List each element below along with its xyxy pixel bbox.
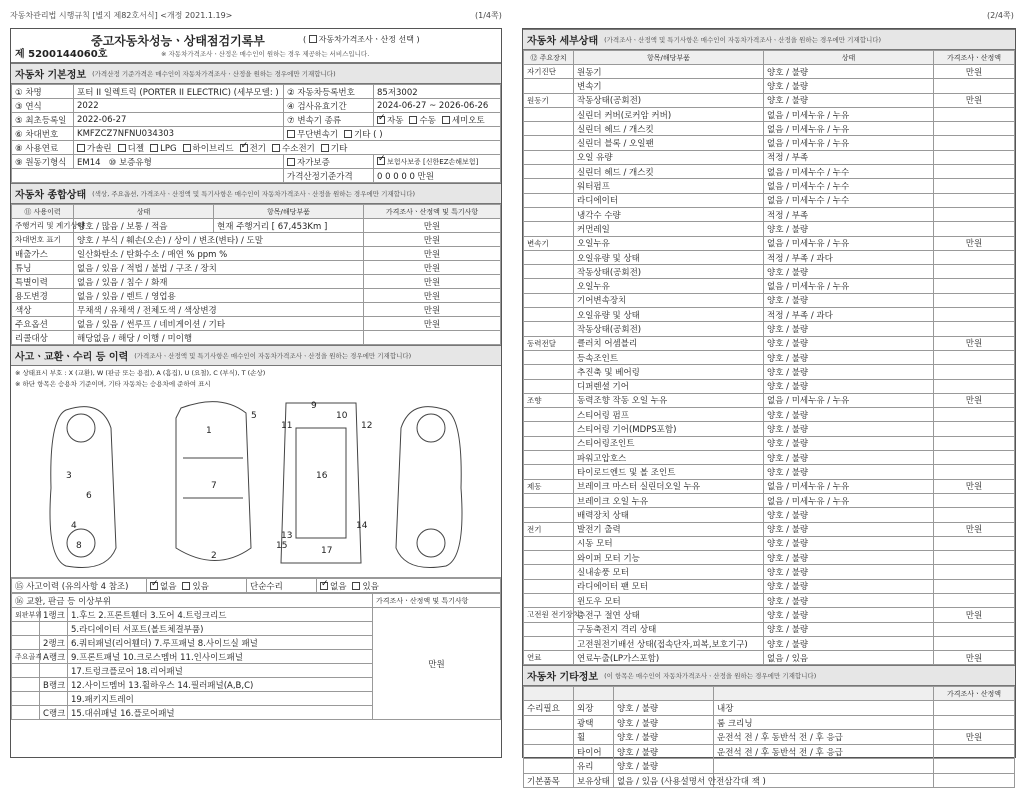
part-number-label: 15 [276, 541, 288, 551]
basic-info-header: 자동차 기본정보 (가격산정 기준가격은 매수인이 자동차가격조사ㆍ산정을 원하는 경우에만 기재합니다) [11, 63, 501, 84]
detail-row: 시동 모터 양호 / 불량 [524, 536, 1015, 550]
detail-row: 동력전달 클러치 어셈블리 양호 / 불량 만원 [524, 336, 1015, 350]
detail-row: 디퍼렌셜 기어 양호 / 불량 [524, 379, 1015, 393]
other-row: 기본품목 보유상태 없음 / 있음 (사용설명서 안전삼각대 잭 ) [524, 773, 1015, 788]
detail-row: 타이로드엔드 및 볼 조인트 양호 / 불량 [524, 465, 1015, 479]
detail-row: 오일누유 없음 / 미세누유 / 누유 [524, 279, 1015, 293]
detail-row: 추진축 및 베어링 양호 / 불량 [524, 365, 1015, 379]
detail-row: 작동상태(공회전) 양호 / 불량 [524, 265, 1015, 279]
detail-row: 실린더 커버(로커암 커버) 없음 / 미세누유 / 누유 [524, 107, 1015, 121]
exchange-table: ⑯ 교환, 판금 등 이상부위 가격조사ㆍ산정액 및 특기사항 외판부위 1랭크 1.후드 2.프론트휀더 3.도어 4.트렁크리드 만원 5.라디에이터 서포트(볼트체결부품) 2랭크 6.쿼터패널(리어휀더) 7.루프패널 8.사이드실 패널 주요골격 A랭크 9.프론트패널 10.크로스멤버 11.인사이드패널 17.트렁크플로어 18.리어패널 B랭크 12.사이드멤버 13.휠하우스 14.필러패널(A,B,C) 19.패키지트레이 C랭크 15.대쉬패널 16.플로어패널 [11, 593, 501, 720]
detail-row: 라디에이터 팬 모터 양호 / 불량 [524, 579, 1015, 593]
detail-row: 실린더 헤드 / 개스킷 없음 / 미세누수 / 누수 [524, 165, 1015, 179]
form-title-block [11, 29, 501, 63]
detail-row: 구동축전지 격리 상태 양호 / 불량 [524, 622, 1015, 636]
inspection-page-1 [10, 28, 502, 758]
status-legend: ※ 상태표시 부호 : X (교환), W (판금 또는 용접), A (흠집), U (요철), C (부식), T (손상) [15, 369, 266, 377]
part-number-label: 12 [361, 421, 373, 431]
detail-row: 스티어링 펌프 양호 / 불량 [524, 408, 1015, 422]
detail-row: 전기 발전기 출력 양호 / 불량 만원 [524, 522, 1015, 536]
detail-row: 오일유량 및 상태 적정 / 부족 / 과다 [524, 308, 1015, 322]
detail-row: 라디에이터 없음 / 미세누수 / 누수 [524, 193, 1015, 207]
detail-row: 실린더 헤드 / 개스킷 없음 / 미세누유 / 누유 [524, 122, 1015, 136]
detail-row: 와이퍼 모터 기능 양호 / 불량 [524, 551, 1015, 565]
part-number-label: 7 [211, 481, 217, 491]
part-number-label: 9 [311, 401, 317, 411]
part-number-label: 1 [206, 426, 212, 436]
detail-row: 커먼레일 양호 / 불량 [524, 222, 1015, 236]
detail-row: 스티어링조인트 양호 / 불량 [524, 436, 1015, 450]
part-number-label: 13 [281, 531, 293, 541]
detail-row: 등속조인트 양호 / 불량 [524, 350, 1015, 364]
detail-row: 조향 동력조향 작동 오일 누유 없음 / 미세누유 / 누유 만원 [524, 393, 1015, 407]
detail-row: 배력장치 상태 양호 / 불량 [524, 508, 1015, 522]
detail-row: 윈도우 모터 양호 / 불량 [524, 593, 1015, 607]
detail-row: 기어변속장치 양호 / 불량 [524, 293, 1015, 307]
left-form-reference: 자동차관리법 시행규칙 [별지 제82호서식] <개정 2021.1.19> [10, 11, 233, 20]
overall-status-table: ⑪ 사용이력 상태 항목/해당부품 가격조사ㆍ산정액 및 특기사항 주행거리 및 계기상태 양호 / 많음 / 보통 / 적음 현재 주행거리 [ 67,453Km ] 만원 차대번호 표기 양호 / 부식 / 훼손(오손) / 상이 / 변조(변타) / 도말 만원 배출가스 일산화탄소 / 탄화수소 / 매연 % ppm % 만원 튜닝 없음 / 있음 / 적법 / 불법 / 구조 / 장치 만원 특별이력 없음 / 있음 / 침수 / 화재 만원 용도변경 없음 / 있음 / 렌트 / 영업용 만원 색상 무채색 / 유채색 / 전체도색 / 색상변경 만원 주요옵션 없음 / 있음 / 썬루프 / 네비게이션 / 기타 만원 리콜대상 해당없음 / 해당 / 이행 / 미이행 [11, 204, 501, 345]
part-number-label: 17 [321, 546, 333, 556]
detail-row: 변속기 양호 / 불량 [524, 79, 1015, 93]
detail-row: 작동상태(공회전) 양호 / 불량 [524, 322, 1015, 336]
part-number-label: 4 [71, 521, 77, 531]
detail-row: 고전원 전기장치 충전구 절연 상태 양호 / 불량 만원 [524, 608, 1015, 622]
detail-row: 스티어링 기어(MDPS포함) 양호 / 불량 [524, 422, 1015, 436]
detail-row: 제동 브레이크 마스터 실린더오일 누유 없음 / 미세누유 / 누유 만원 [524, 479, 1015, 493]
detail-row: 자기진단 원동기 양호 / 불량 만원 [524, 65, 1015, 79]
detail-row: 고전원전기배선 상태(접속단자,피복,보호기구) 양호 / 불량 [524, 636, 1015, 650]
part-number-label: 14 [356, 521, 368, 531]
accident-history-table: ⑮ 사고이력 (유의사항 4 참조) ✓ 없음 있음 단순수리 ✓ 없음 있음 [11, 578, 501, 593]
basic-info-table: ① 차명 포터 II 일렉트릭 (PORTER II ELECTRIC) (세부모델: ) ② 자동차등록번호 85저3002 ③ 연식 2022 ④ 검사유효기간 2024-06-27 ~ 2026-06-26 ⑤ 최초등록일 2022-06-27 ⑦ 변속기 종류 ✓ 자동 수동 세미오토 ⑥ 차대번호 KMFZCZ7NFNU034303 무단변속기 기타 ( ) ⑧ 사용연료 가솔린 디젤 LPG 하이브리드✓ 전기 수소전기 기타 ⑨ 원동기형식 EM14 ⑩ 보증유형 자가보증 ✓ 보험사보증 [신한EZ손해보험] 가격산정기준가격 0 0 0 0 0 만원 [11, 84, 501, 183]
part-number-label: 8 [76, 541, 82, 551]
part-number-label: 3 [66, 471, 72, 481]
other-row: 타이어 양호 / 불량 운전석 전 / 후 동반석 전 / 후 응급 [524, 744, 1015, 759]
form-title: 중고자동차성능ㆍ상태점검기록부 [91, 34, 265, 48]
detail-status-table: ⑫ 주요장치 항목/해당부품 상태 가격조사ㆍ산정액 자기진단 원동기 양호 / 불량 만원 변속기 양호 / 불량 원동기 작동상태(공회전) 양호 / 불량 만원 실린더 커버(로커암 커버) 없음 / 미세누유 / 누유 실린더 헤드 / 개스킷 없음 / 미세누유 / 누유 실린더 블록 / 오일팬 없음 / 미세누유 / 누유 오일 유량 적정 / 부족 실린더 헤드 / 개스킷 없음 / 미세누수 / 누수 워터펌프 없음 / 미세누수 / 누수 라디에이터 없음 / 미세누수 / 누수 냉각수 수량 적정 / 부족 커먼레일 양호 / 불량 변속기 오일누유 없음 / 미세누유 / 누유 만원 오일유량 및 상태 적정 / 부족 / 과다 작동상태(공회전) 양호 / 불량 오일누유 없음 / 미세누유 / 누유 기어변속장치 양호 / 불량 오일유량 및 상태 적정 / 부족 / 과다 작동상태(공회전) 양호 / 불량 동력전달 클러치 어셈블리 양호 / 불량 만원 등속조인트 양호 / 불량 추진축 및 베어링 양호 / 불량 디퍼렌셜 기어 양호 / 불량 조향 동력조향 작동 오일 누유 없음 / 미세누유 / 누유 만원 스티어링 펌프 양호 / 불량 스티어링 기어(MDPS포함) 양호 / 불량 스티어링조인트 양호 / 불량 파워고압호스 양호 / 불량 타이로드엔드 및 볼 조인트 양호 / 불량 제동 브레이크 마스터 실린더오일 누유 없음 / 미세누유 / 누유 만원 브레이크 오일 누유 없음 / 미세누유 / 누유 배력장치 상태 양호 / 불량 전기 발전기 출력 양호 / 불량 만원 시동 모터 양호 / 불량 와이퍼 모터 기능 양호 / 불량 실내송풍 모터 양호 / 불량 라디에이터 팬 모터 양호 / 불량 윈도우 모터 양호 / 불량 고전원 전기장치 충전구 절연 상태 양호 / 불량 만원 구동축전지 격리 상태 양호 / 불량 고전원전기배선 상태(접속단자,피복,보호기구) 양호 / 불량 연료 연료누출(LP가스포함) 없음 / 있음 만원 [523, 50, 1015, 665]
part-number-label: 6 [86, 491, 92, 501]
status-legend-note: ※ 하단 항목은 승용차 기준이며, 기타 자동차는 승용차에 준하여 표시 [15, 380, 211, 388]
other-info-header: 자동차 기타정보 (이 항목은 매수인이 자동차가격조사ㆍ산정을 원하는 경우에만 기재합니다) [523, 665, 1015, 686]
detail-row: 원동기 작동상태(공회전) 양호 / 불량 만원 [524, 93, 1015, 107]
accident-history-header: 사고ㆍ교환ㆍ수리 등 이력 (가격조사ㆍ산정액 및 특기사항은 매수인이 자동차가격조사ㆍ산정을 원하는 경우에만 기재합니다) [11, 345, 501, 366]
other-row: 유리 양호 / 불량 [524, 759, 1015, 774]
part-number-label: 5 [251, 411, 257, 421]
car-outline-svg [11, 388, 501, 578]
part-number-label: 2 [211, 551, 217, 561]
part-number-label: 10 [336, 411, 348, 421]
detail-row: 실내송풍 모터 양호 / 불량 [524, 565, 1015, 579]
inspection-page-2 [522, 28, 1016, 787]
right-page-number: (2/4쪽) [987, 11, 1014, 20]
part-number-label: 16 [316, 471, 328, 481]
vehicle-diagram [11, 388, 501, 578]
overall-status-header: 자동차 종합상태 (색상, 주요옵션, 가격조사ㆍ산정액 및 특기사항은 매수인이 자동차가격조사ㆍ산정을 원하는 경우에만 기재합니다) [11, 183, 501, 204]
other-row: 광택 양호 / 불량 룸 크리닝 [524, 715, 1015, 730]
other-info-table: 가격조사ㆍ산정액 수리필요 외장 양호 / 불량 내장 광택 양호 / 불량 룸 크리닝 휠 양호 / 불량 운전석 전 / 후 동반석 전 / 후 응급 만원 타이어 양호 / 불량 운전석 전 / 후 동반석 전 / 후 응급 유리 양호 / 불량 기본품목 보유상태 없음 / 있음 (사용설명서 안전삼각대 잭 ) [523, 686, 1015, 788]
detail-row: 변속기 오일누유 없음 / 미세누유 / 누유 만원 [524, 236, 1015, 250]
left-page-number: (1/4쪽) [475, 11, 502, 20]
other-row: 휠 양호 / 불량 운전석 전 / 후 동반석 전 / 후 응급 만원 [524, 730, 1015, 745]
detail-row: 실린더 블록 / 오일팬 없음 / 미세누유 / 누유 [524, 136, 1015, 150]
form-subtitle: ※ 자동차가격조사ㆍ산정은 매수인이 원하는 경우 제공하는 서비스입니다. [161, 50, 370, 58]
detail-status-header: 자동차 세부상태 (가격조사ㆍ산정액 및 특기사항은 매수인이 자동차가격조사ㆍ산정을 원하는 경우에만 기재합니다) [523, 29, 1015, 50]
detail-row: 워터펌프 없음 / 미세누수 / 누수 [524, 179, 1015, 193]
detail-row: 파워고압호스 양호 / 불량 [524, 451, 1015, 465]
detail-row: 브레이크 오일 누유 없음 / 미세누유 / 누유 [524, 493, 1015, 507]
detail-row: 연료 연료누출(LP가스포함) 없음 / 있음 만원 [524, 651, 1015, 665]
detail-row: 오일유량 및 상태 적정 / 부족 / 과다 [524, 250, 1015, 264]
part-number-label: 11 [281, 421, 293, 431]
detail-row: 오일 유량 적정 / 부족 [524, 150, 1015, 164]
document-number: 제 5200144060호 [15, 49, 108, 60]
detail-row: 냉각수 수량 적정 / 부족 [524, 207, 1015, 221]
other-row: 수리필요 외장 양호 / 불량 내장 [524, 701, 1015, 716]
title-option: ( 자동차가격조사ㆍ산정 선택 ) [303, 35, 420, 44]
